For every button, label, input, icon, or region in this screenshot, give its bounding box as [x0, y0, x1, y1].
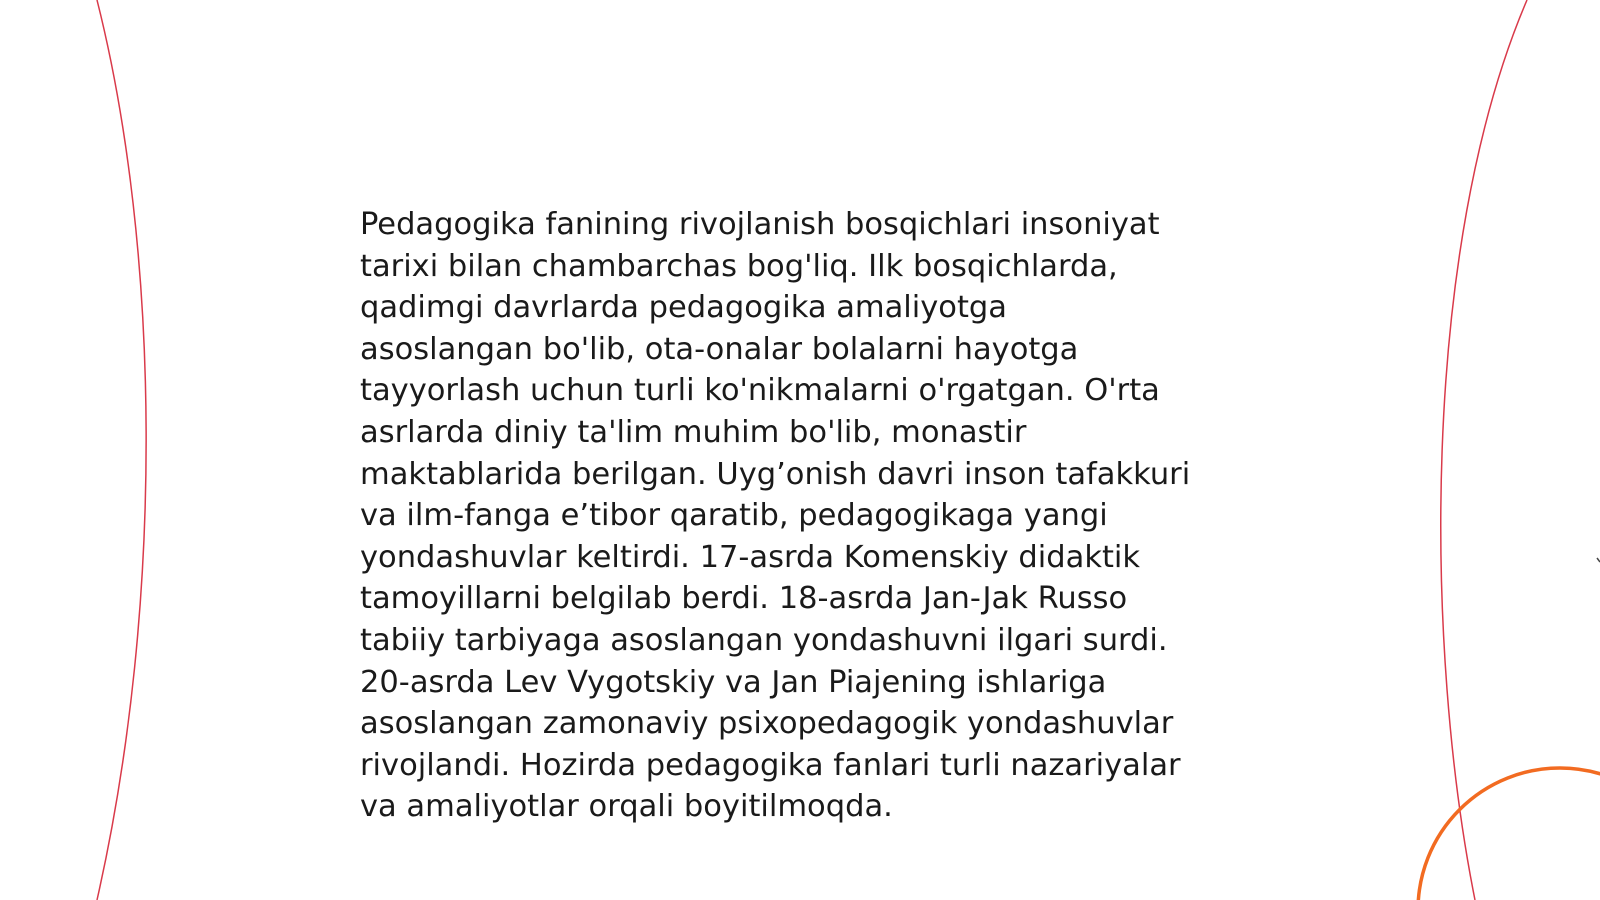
orange-circle-arc — [1418, 768, 1600, 900]
left-red-curve — [97, 0, 146, 900]
right-red-curve — [1441, 0, 1527, 900]
body-text: Pedagogika fanining rivojlanish bosqichlari insoniyat tarixi bilan chambarchas bog'liq. Ilk bosqichlarda, qadimgi davrlarda pedagogika amaliyotga asoslangan bo'lib, ota-onalar bolalarni hayotga tayyorlash uchun turli ko'nikmalarni o'rgatgan. O'rta asrlarda diniy ta'lim muhim bo'lib, monastir maktablarida berilgan. Uyg’onish davri inson tafakkuri va ilm-fanga e’tibor qaratib, pedagogikaga yangi yondashuvlar keltirdi. 17-asrda Komenskiy didaktik tamoyillarni belgilab berdi. 18-asrda Jan-Jak Russo tabiiy tarbiyaga asoslangan yondashuvni ilgari surdi. 20-asrda Lev Vygotskiy va Jan Piajening ishlariga asoslangan zamonaviy psixopedagogik yondashuvlar rivojlandi. Hozirda pedagogika fanlari turli nazariyalar va amaliyotlar orqali boyitilmoqda. — [360, 207, 1191, 825]
